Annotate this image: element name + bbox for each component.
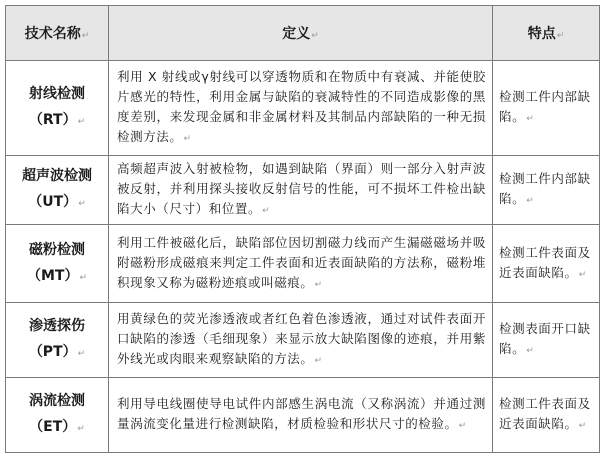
paragraph-mark-icon: ↵ bbox=[183, 134, 192, 144]
paragraph-mark-icon: ↵ bbox=[458, 421, 467, 431]
paragraph-mark-icon: ↵ bbox=[77, 117, 86, 127]
table-row bbox=[6, 61, 600, 156]
technique-name-cell: 磁粉检测（MT）↵ bbox=[6, 225, 109, 303]
paragraph-mark-icon: ↵ bbox=[578, 421, 587, 431]
ndt-methods-table bbox=[5, 5, 600, 453]
technique-name-cell: 渗透探伤（PT）↵ bbox=[6, 303, 109, 378]
header-definition: 定义↵ bbox=[109, 6, 493, 61]
paragraph-mark-icon: ↵ bbox=[81, 31, 90, 41]
paragraph-mark-icon: ↵ bbox=[578, 269, 587, 280]
header-technique-name: 技术名称↵ bbox=[6, 6, 109, 61]
definition-cell: 用黄绿色的荧光渗透液或者红色着色渗透液，通过对试件表面开口缺陷的渗透（毛细现象）来显示放大缺陷图像的迹痕，并用紫外线光或肉眼来观察缺陷的方法。↵ bbox=[109, 303, 493, 378]
paragraph-mark-icon: ↵ bbox=[556, 31, 565, 41]
table-row bbox=[6, 156, 600, 225]
definition-cell: 高频超声波入射被检物，如遇到缺陷（界面）则一部分入射声波被反射，并利用探头接收反射信号的性能，可不损坏工件检出缺陷大小（尺寸）和位置。↵ bbox=[109, 156, 493, 225]
table-header-row bbox=[6, 6, 600, 61]
paragraph-mark-icon: ↵ bbox=[77, 349, 86, 359]
paragraph-mark-icon: ↵ bbox=[79, 272, 88, 283]
table-row bbox=[6, 225, 600, 303]
table-row bbox=[6, 378, 600, 453]
paragraph-mark-icon: ↵ bbox=[314, 356, 323, 366]
paragraph-mark-icon: ↵ bbox=[526, 346, 535, 356]
technique-name-cell: 超声波检测（UT）↵ bbox=[6, 156, 109, 225]
technique-name-cell: 涡流检测（ET）↵ bbox=[6, 378, 109, 453]
paragraph-mark-icon: ↵ bbox=[78, 199, 86, 209]
paragraph-mark-icon: ↵ bbox=[314, 279, 323, 290]
paragraph-mark-icon: ↵ bbox=[311, 31, 319, 41]
paragraph-mark-icon: ↵ bbox=[77, 424, 85, 434]
feature-cell: 检测表面开口缺陷。↵ bbox=[493, 303, 600, 378]
paragraph-mark-icon: ↵ bbox=[526, 196, 535, 206]
paragraph-mark-icon: ↵ bbox=[526, 114, 535, 124]
feature-cell: 检测工件表面及近表面缺陷。↵ bbox=[493, 378, 600, 453]
technique-name-cell: 射线检测（RT）↵ bbox=[6, 61, 109, 156]
definition-cell: 利用工件被磁化后，缺陷部位因切割磁力线而产生漏磁磁场并吸附磁粉形成磁痕来判定工件表面和近表面缺陷的方法称，磁粉堆积现象又称为磁粉迹痕或叫磁痕。↵ bbox=[109, 225, 493, 303]
feature-cell: 检测工件内部缺陷。↵ bbox=[493, 61, 600, 156]
feature-cell: 检测工件表面及近表面缺陷。↵ bbox=[493, 225, 600, 303]
definition-cell: 利用导电线圈使导电试件内部感生涡电流（又称涡流）并通过测量涡流变化量进行检测缺陷，材质检验和形状尺寸的检验。↵ bbox=[109, 378, 493, 453]
definition-cell: 利用 X 射线或γ射线可以穿透物质和在物质中有衰减、并能使胶片感光的特性，利用金属与缺陷的衰减特性的不同造成影像的黑度差别，来发现金属和非金属材料及其制品内部缺陷的一种无损检测方法。↵ bbox=[109, 61, 493, 156]
paragraph-mark-icon: ↵ bbox=[262, 206, 271, 216]
header-feature: 特点↵ bbox=[493, 6, 600, 61]
feature-cell: 检测工件内部缺陷。↵ bbox=[493, 156, 600, 225]
table-row bbox=[6, 303, 600, 378]
